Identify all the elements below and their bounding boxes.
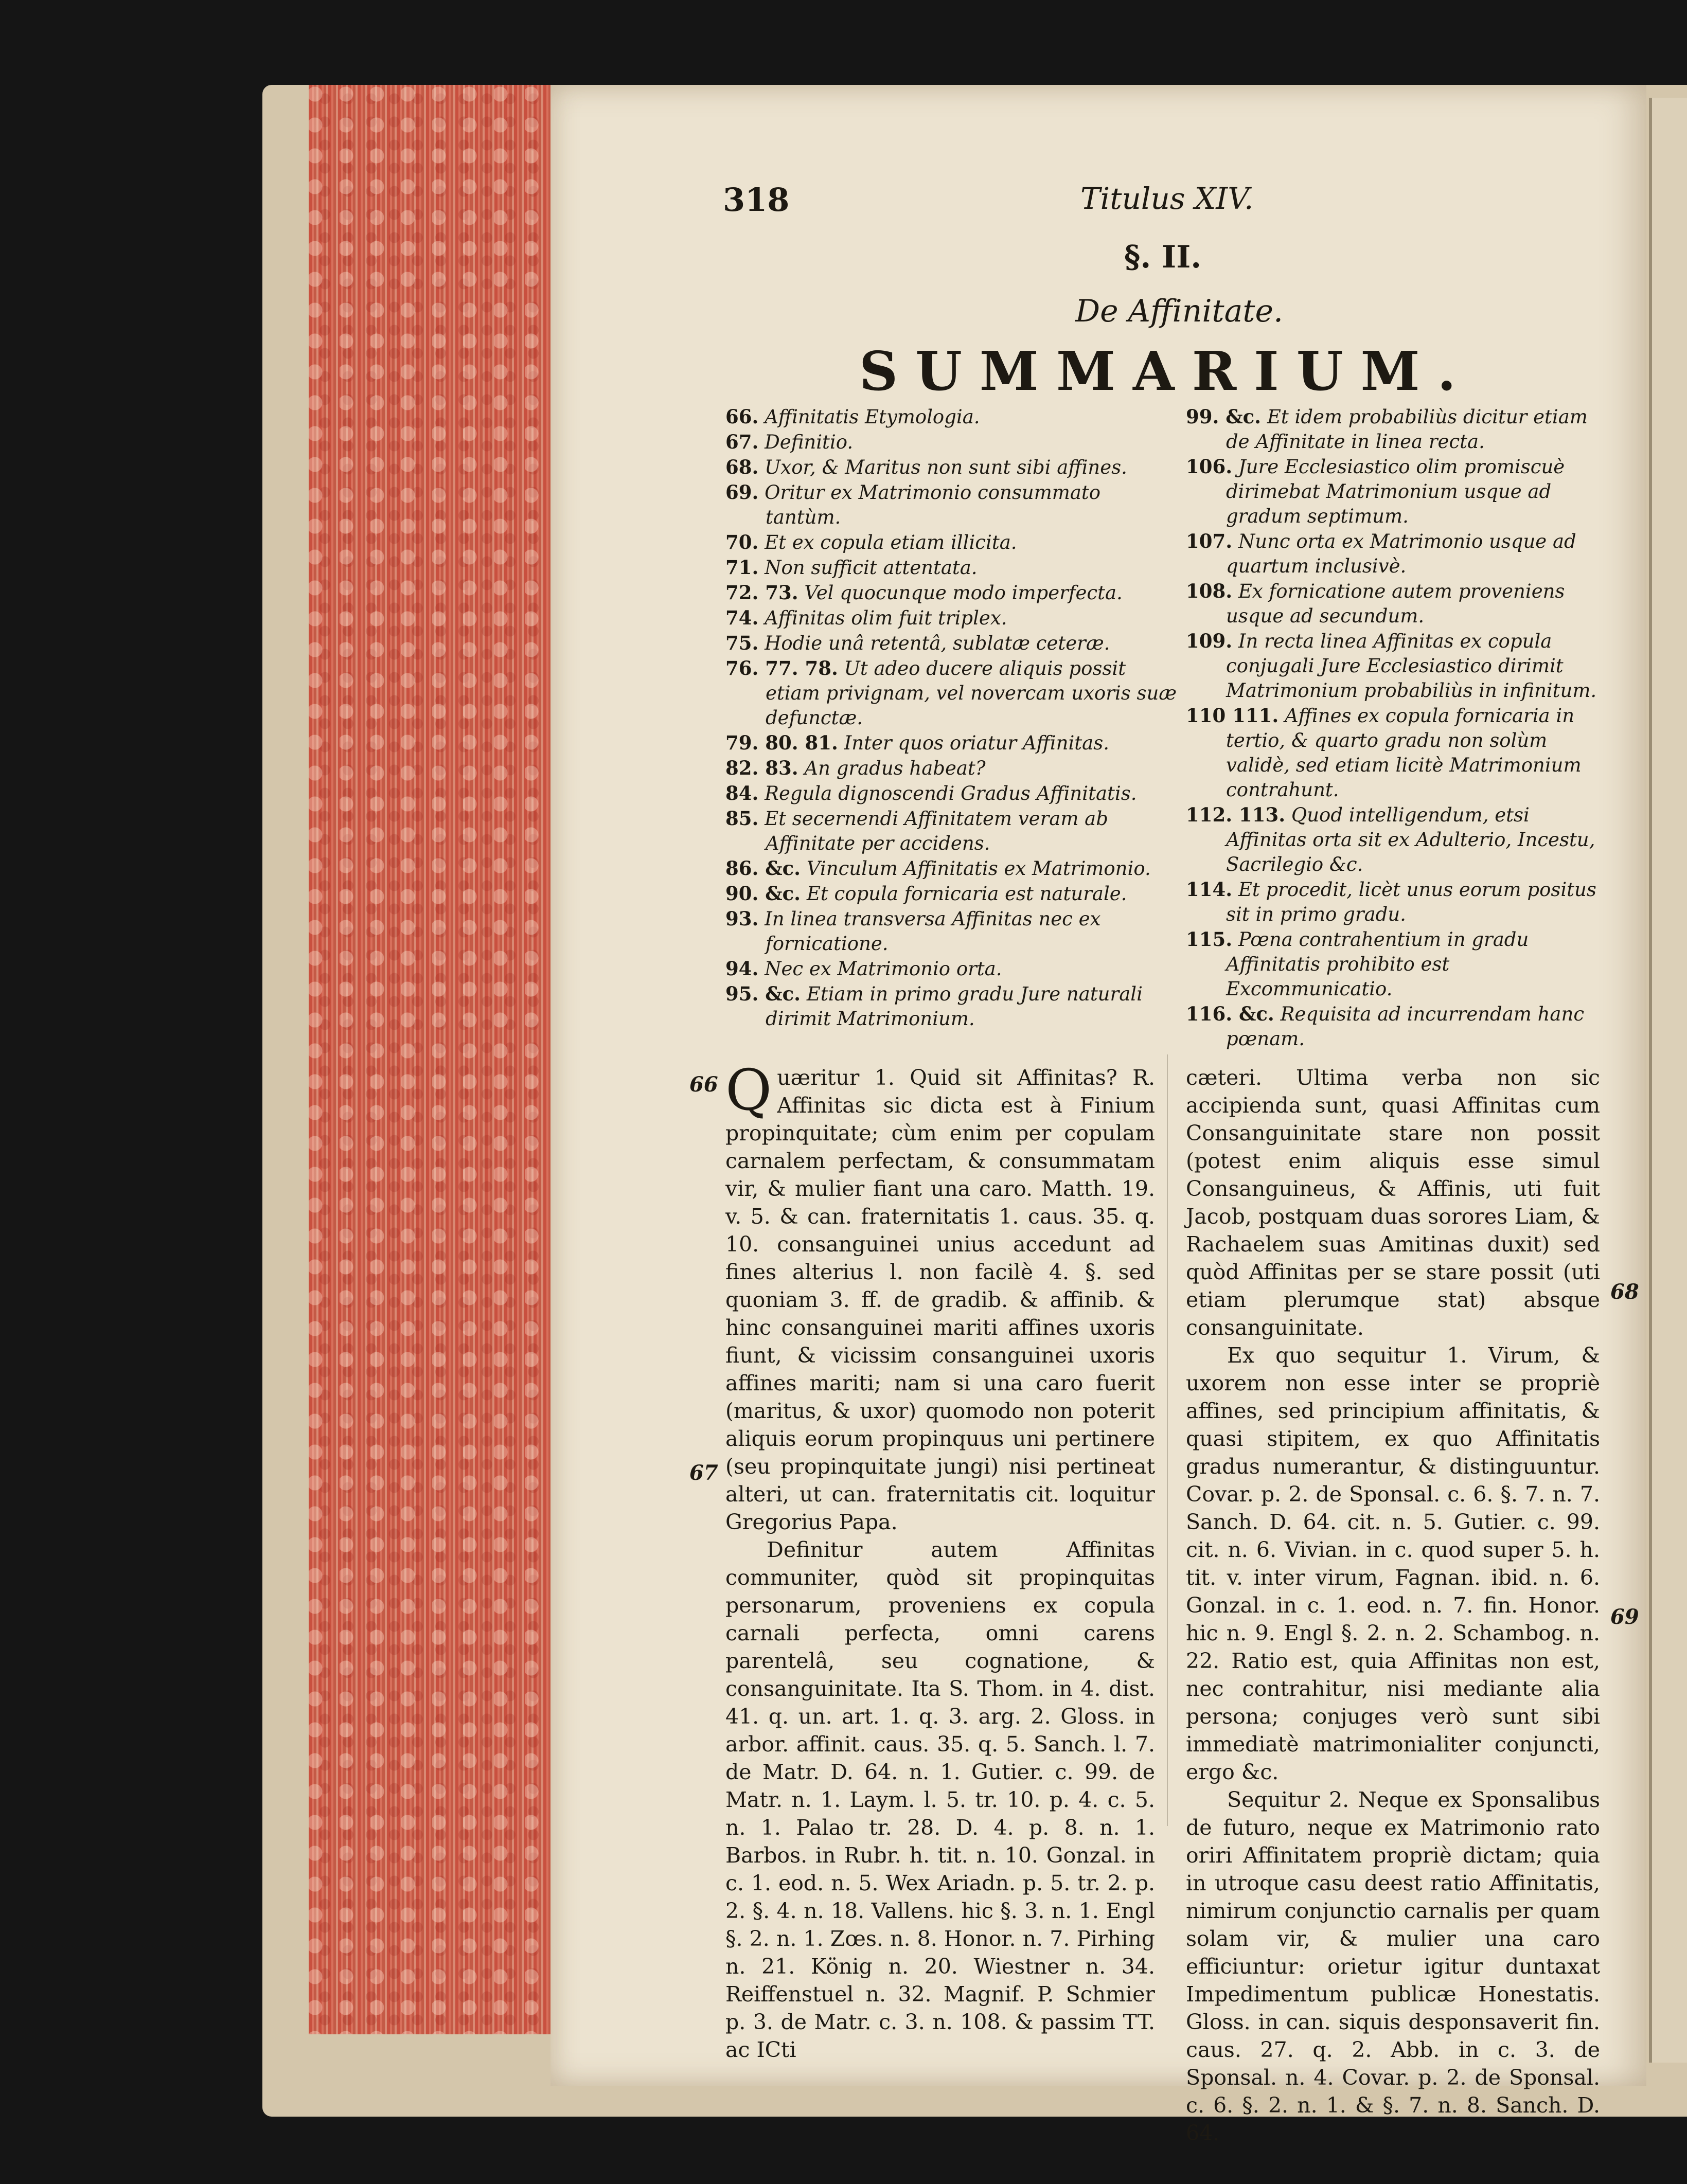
summary-column-left xyxy=(725,404,1178,1031)
summary-item: 71. Non sufficit attentata. xyxy=(725,556,978,579)
summary-item: 70. Et ex copula etiam illicita. xyxy=(725,531,1017,553)
summary-item: 94. Nec ex Matrimonio orta. xyxy=(725,957,1002,980)
summary-item: 67. Definitio. xyxy=(725,431,854,453)
summary-item: 86. &c. Vinculum Affinitatis ex Matrimonio. xyxy=(725,857,1151,880)
margin-note-69: 69 xyxy=(1610,1605,1639,1629)
column-divider xyxy=(1167,1054,1168,1826)
summary-item: 107. Nunc orta ex Matrimonio usque ad quartum inclusivè. xyxy=(1186,530,1576,577)
summary-item: 79. 80. 81. Inter quos oriatur Affinitas. xyxy=(725,731,1109,754)
summary-item: 84. Regula dignoscendi Gradus Affinitatis. xyxy=(725,782,1137,804)
margin-note-68: 68 xyxy=(1610,1280,1639,1304)
body-column-right xyxy=(1186,1064,1600,2147)
summary-item: 74. Affinitas olim fuit triplex. xyxy=(725,606,1007,629)
summary-item: 68. Uxor, & Maritus non sunt sibi affines. xyxy=(725,456,1127,478)
body-column-left xyxy=(725,1057,1155,2064)
summary-item: 75. Hodie unâ retentâ, sublatæ ceteræ. xyxy=(725,632,1110,654)
summary-item: 106. Jure Ecclesiastico olim promiscuè dirimebat Matrimonium usque ad gradum septimum. xyxy=(1186,455,1565,527)
body-paragraph: Ex quo sequitur 1. Virum, & uxorem non esse inter se propriè affines, sed principium affinitatis, & quasi stipitem, ex quo Affinitatis gradus numerantur, & distinguuntur. Covar. p. 2. de Sponsal. c. 6. §. 7. n. 7. Sanch. D. 64. cit. n. 5. Gutier. c. 99. cit. n. 6. Vivian. in c. quod super 5. h. tit. v. inter virum, Fagnan. ibid. n. 6. Gonzal. in c. 1. eod. n. 7. fin. Honor. hic n. 9. Engl §. 2. n. 2. Schambog. n. 22. Ratio est, quia Affinitas non est, nec contrahitur, nisi mediante alia persona; conjuges verò sunt sibi immediatè matrimonialiter conjuncti, ergo &c. xyxy=(1186,1343,1600,1784)
summary-item: 95. &c. Etiam in primo gradu Jure naturali dirimit Matrimonium. xyxy=(725,982,1143,1030)
margin-note-66: 66 xyxy=(689,1072,718,1097)
page-edge-marbled xyxy=(309,85,551,2034)
summary-item: 110 111. Affines ex copula fornicaria in tertio, & quarto gradu non solùm validè, sed etiam licitè Matrimonium contrahunt. xyxy=(1186,704,1582,801)
summary-item: 82. 83. An gradus habeat? xyxy=(725,757,986,779)
summary-item: 112. 113. Quod intelligendum, etsi Affinitas orta sit ex Adulterio, Incestu, Sacrilegio &c. xyxy=(1186,803,1595,875)
margin-note-67: 67 xyxy=(689,1461,718,1485)
summary-item: 109. In recta linea Affinitas ex copula conjugali Jure Ecclesiastico dirimit Matrimonium probabiliùs in infinitum. xyxy=(1186,630,1597,702)
section-number: §. II. xyxy=(1124,239,1202,275)
summary-item: 76. 77. 78. Ut adeo ducere aliquis possit etiam privignam, vel novercam uxoris suæ defunctæ. xyxy=(725,657,1177,729)
summary-item: 85. Et secernendi Affinitatem veram ab Affinitate per accidens. xyxy=(725,807,1108,854)
summary-heading: SUMMARIUM. xyxy=(859,339,1473,403)
drop-cap: Q xyxy=(725,1057,772,1123)
summary-item: 99. &c. Et idem probabiliùs dicitur etiam de Affinitate in linea recta. xyxy=(1186,405,1588,453)
body-paragraph: Definitur autem Affinitas communiter, quòd sit propinquitas personarum, proveniens ex copula carnali perfecta, omni carens parentelâ, seu cognatione, & consanguinitate. Ita S. Thom. in 4. dist. 41. q. un. art. 1. q. 3. arg. 2. Gloss. in arbor. affinit. caus. 35. q. 5. Sanch. l. 7. de Matr. D. 64. n. 1. Gutier. c. 99. de Matr. n. 1. Laym. l. 5. tr. 10. p. 4. c. 5. n. 1. Palao tr. 28. D. 4. p. 8. n. 1. Barbos. in Rubr. h. tit. n. 10. Gonzal. in c. 1. eod. n. 5. Wex Ariadn. p. 5. tr. 2. p. 2. §. 4. n. 18. Vallens. hic §. 3. n. 1. Engl §. 2. n. 1. Zœs. n. 8. Honor. n. 7. Pirhing n. 21. König n. 20. Wiestner n. 34. Reiffenstuel n. 32. Magnif. P. Schmier p. 3. de Matr. c. 3. n. 108. & passim TT. ac ICti xyxy=(725,1537,1155,2062)
body-paragraph: Quæritur 1. Quid sit Affinitas? R. Affinitas sic dicta est à Finium propinquitate; cùm enim per copulam carnalem perfectam, & consummatam vir, & mulier fiant una caro. Matth. 19. v. 5. & can. fraternitatis 1. caus. 35. q. 10. consanguinei unius accedunt ad fines alterius l. non facilè 4. §. sed quoniam 3. ff. de gradib. & affinib. & hinc consanguinei mariti affines uxoris fiunt, & vicissim consanguinei uxoris affines mariti; nam si una caro fuerit (maritus, & uxor) quomodo non poterit aliquis eorum propinquus uni pertinere (seu propinquitate jungi) nisi pertineat alteri, ut can. fraternitatis cit. loquitur Gregorius Papa. xyxy=(725,1057,1155,1534)
facing-page-edge xyxy=(1649,98,1687,2063)
summary-item: 115. Pœna contrahentium in gradu Affinitatis prohibito est Excommunicatio. xyxy=(1186,928,1529,1000)
summary-item: 72. 73. Vel quocunque modo imperfecta. xyxy=(725,581,1123,604)
summary-item: 69. Oritur ex Matrimonio consummato tantùm. xyxy=(725,481,1101,528)
body-paragraph: cæteri. Ultima verba non sic accipienda sunt, quasi Affinitas cum Consanguinitate stare non possit (potest enim aliquis esse simul Consanguineus, & Affinis, uti fuit Jacob, postquam duas sorores Liam, & Rachaelem suas Amitinas duxit) sed quòd Affinitas per se stare possit (uti etiam plerumque stat) absque consanguinitate. xyxy=(1186,1065,1600,1340)
summary-item: 116. &c. Requisita ad incurrendam hanc pœnam. xyxy=(1186,1003,1585,1050)
section-subtitle: De Affinitate. xyxy=(1075,293,1284,329)
summary-column-right xyxy=(1186,404,1610,1051)
summary-item: 93. In linea transversa Affinitas nec ex fornicatione. xyxy=(725,907,1101,955)
summary-item: 108. Ex fornicatione autem proveniens usque ad secundum. xyxy=(1186,580,1565,627)
summary-item: 66. Affinitatis Etymologia. xyxy=(725,405,980,428)
page-number: 318 xyxy=(723,181,790,219)
summary-item: 90. &c. Et copula fornicaria est naturale. xyxy=(725,882,1127,905)
summary-item: 114. Et procedit, licèt unus eorum positus sit in primo gradu. xyxy=(1186,878,1596,925)
body-paragraph: Sequitur 2. Neque ex Sponsalibus de futuro, neque ex Matrimonio rato oriri Affinitatem propriè dictam; quia in utroque casu deest ratio Affinitatis, nimirum conjunctio carnalis per quam solam vir, & mulier una caro efficiuntur: orietur igitur duntaxat Impedimentum publicæ Honestatis. Gloss. in can. siquis desponsaverit fin. caus. 27. q. 2. Abb. in c. 3. de Sponsal. n. 4. Covar. p. 2. de Sponsal. c. 6. §. 2. n. 1. & §. 7. n. 8. Sanch. D. 64. xyxy=(1186,1787,1600,2145)
running-title: Titulus XIV. xyxy=(1080,181,1254,216)
